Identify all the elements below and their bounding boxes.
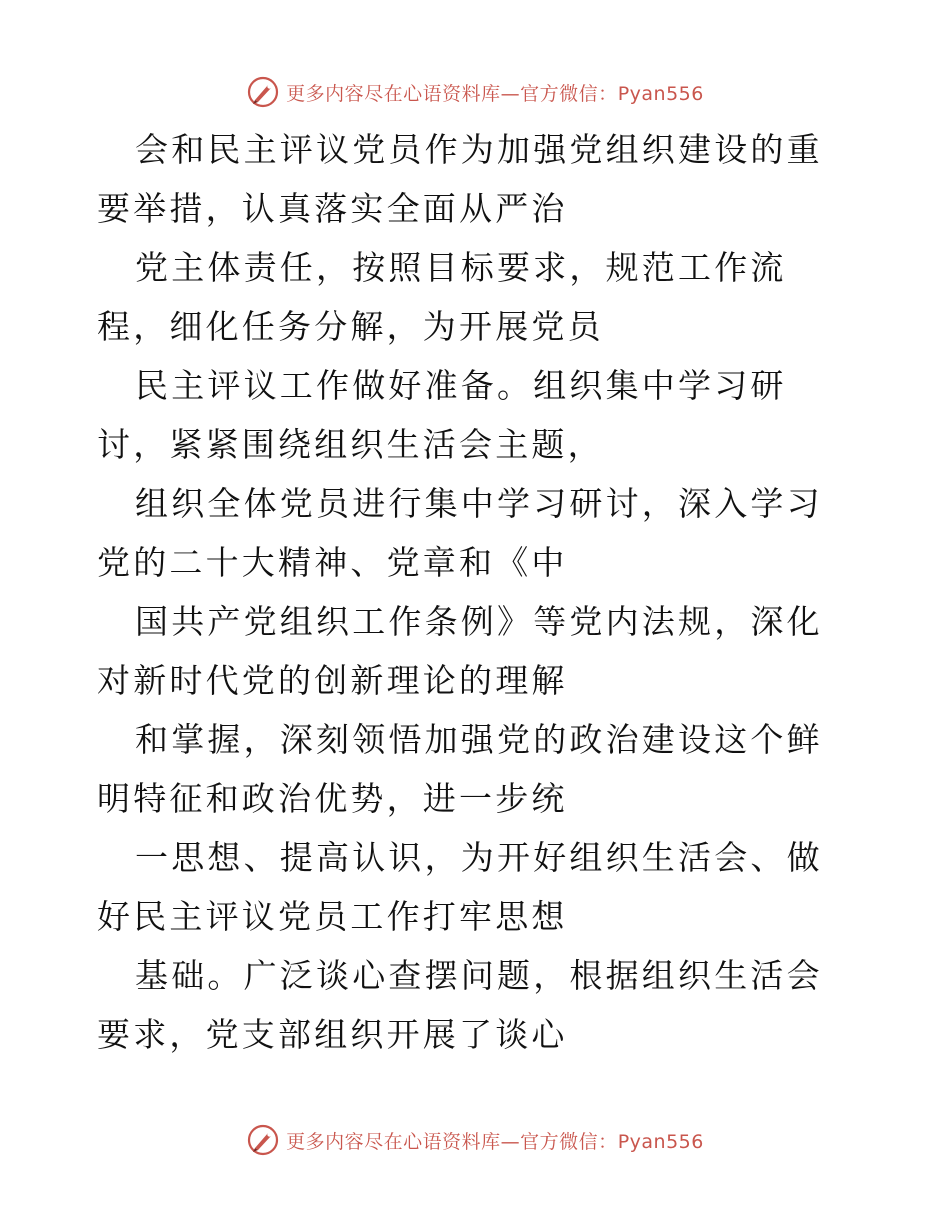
watermark-main-text: 更多内容尽在心语资料库 <box>286 82 501 105</box>
paragraph <box>97 710 857 828</box>
watermark-main-text: 更多内容尽在心语资料库 <box>286 1130 501 1153</box>
watermark-wechat-id: Pyan556 <box>617 1130 704 1153</box>
paragraph-line: 国共产党组织工作条例》等党内法规，深化对新 <box>97 602 823 700</box>
paragraph <box>97 828 857 946</box>
paragraph <box>97 592 857 710</box>
paragraph-line: 化任务分解，为开展党员 <box>205 307 604 346</box>
paragraph-line: 会和民主评议党员作为加强党组织建设的重要举 <box>97 130 823 228</box>
watermark-separator: — <box>500 1130 521 1153</box>
watermark-wechat-id: Pyan556 <box>617 82 704 105</box>
paragraph-line: 征和政治优势，进一步统 <box>169 779 568 818</box>
paragraph-line: 紧围绕组织生活会主题， <box>205 425 604 464</box>
watermark-wechat-label: 官方微信： <box>520 1130 618 1153</box>
paragraph-line: 党主体责任，按照目标要求，规范工作流程，细 <box>97 248 787 346</box>
paragraph <box>97 238 857 356</box>
paragraph <box>97 356 857 474</box>
header-watermark <box>0 72 950 112</box>
paragraph-line: 基础。广泛谈心查摆问题，根据组织生活会要 <box>97 956 823 1054</box>
document-body <box>97 120 857 1064</box>
paragraph-line: 主评议党员工作打牢思想 <box>169 897 568 936</box>
paragraph <box>97 120 857 238</box>
paragraph-line: 时代党的创新理论的理解 <box>169 661 568 700</box>
pen-circle-logo-icon <box>246 75 280 109</box>
watermark-text <box>286 1127 704 1154</box>
paragraph-line: 和掌握，深刻领悟加强党的政治建设这个鲜明特 <box>97 720 823 818</box>
paragraph <box>97 946 857 1064</box>
watermark-separator: — <box>500 82 521 105</box>
watermark-wechat-label: 官方微信： <box>520 82 618 105</box>
footer-watermark <box>0 1120 950 1160</box>
paragraph-line: 一思想、提高认识，为开好组织生活会、做好民 <box>97 838 823 936</box>
paragraph-line: 组织全体党员进行集中学习研讨，深入学习党的 <box>97 484 823 582</box>
paragraph-line: 求，党支部组织开展了谈心 <box>133 1015 568 1054</box>
paragraph-line: 民主评议工作做好准备。组织集中学习研讨，紧 <box>97 366 787 464</box>
pen-circle-logo-icon <box>246 1123 280 1157</box>
paragraph <box>97 474 857 592</box>
paragraph-line: 措，认真落实全面从严治 <box>169 189 568 228</box>
watermark-text <box>286 79 704 106</box>
paragraph-line: 二十大精神、党章和《中 <box>169 543 568 582</box>
